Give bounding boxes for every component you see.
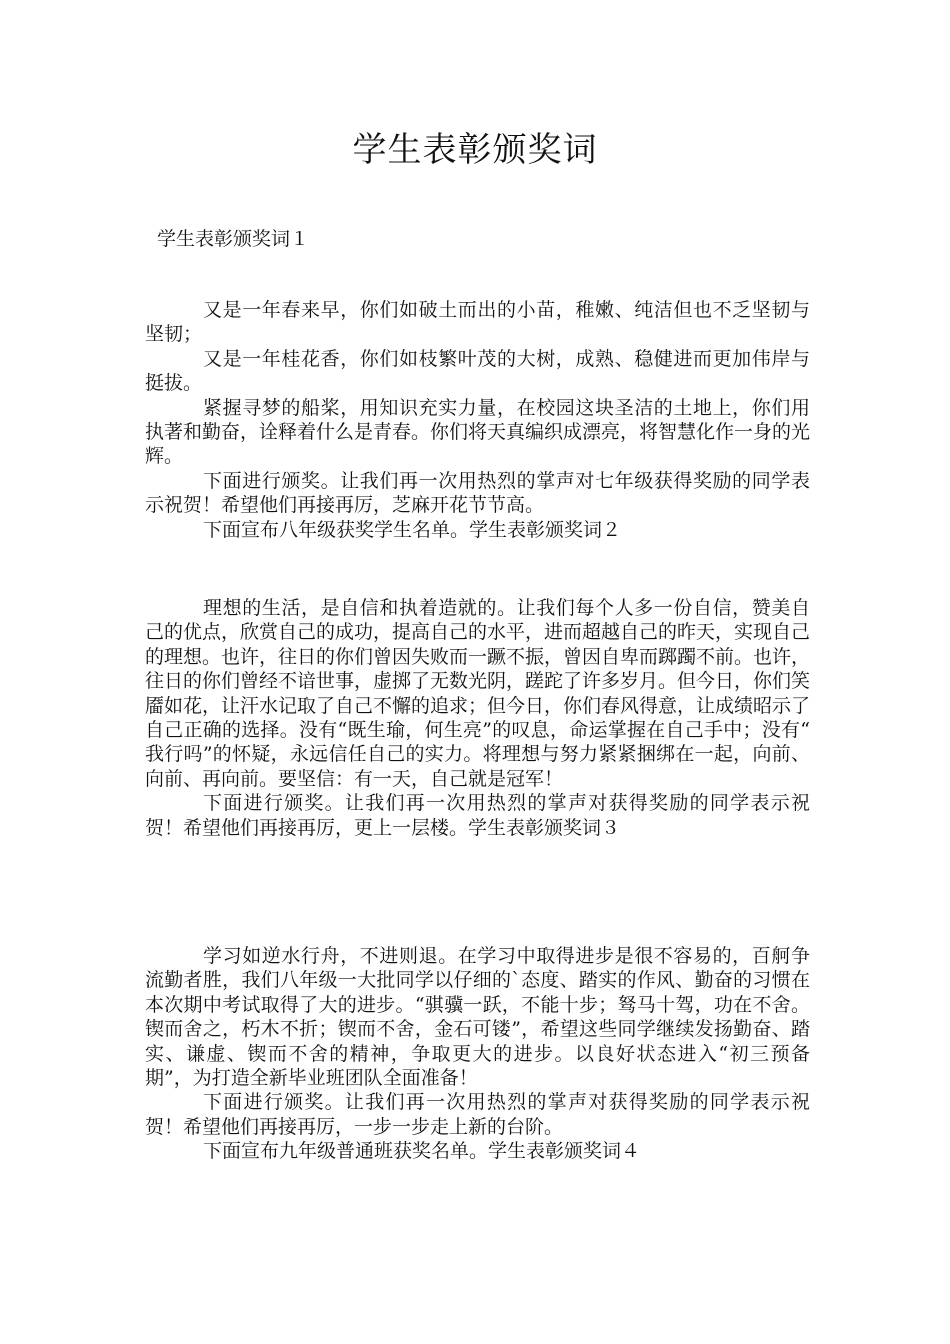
- paragraph: 下面进行颁奖。让我们再一次用热烈的掌声对获得奖励的同学表示祝贺！希望他们再接再厉，更上一层楼。学生表彰颁奖词３: [145, 792, 810, 839]
- paragraph: 下面宣布八年级获奖学生名单。学生表彰颁奖词２: [203, 518, 622, 541]
- text-block-2: [145, 596, 810, 840]
- paragraph: 下面宣布九年级普通班获奖名单。学生表彰颁奖词４: [203, 1140, 641, 1163]
- section-heading-1: 学生表彰颁奖词１: [157, 228, 310, 250]
- text-block-1: [145, 298, 810, 542]
- paragraph: 下面进行颁奖。让我们再一次用热烈的掌声对七年级获得奖励的同学表示祝贺！希望他们再接再厉，芝麻开花节节高。: [145, 469, 810, 517]
- paragraph: 下面进行颁奖。让我们再一次用热烈的掌声对获得奖励的同学表示祝贺！希望他们再接再厉，一步一步走上新的台阶。: [145, 1091, 810, 1138]
- paragraph: 理想的生活，是自信和执着造就的。让我们每个人多一份自信，赞美自己的优点，欣赏自己的成功，提高自己的水平，进而超越自己的昨天，实现自己的理想。也许，往日的你们曾因失败而一蹶不振，曾因自卑而踯躅不前。也许，往日的你们曾经不谙世事，虚掷了无数光阴，蹉跎了许多岁月。但今日，你们笑靥如花，让汗水记取了自己不懈的追求；但今日，你们春风得意，让成绩昭示了自己正确的选择。没有“既生瑜，何生亮”的叹息，命运掌握在自己手中；没有“ 我行吗”的怀疑，永远信任自己的实力。将理想与努力紧紧捆绑在一起，向前、向前、再向前。要坚信：有一天，自己就是冠军！: [145, 597, 811, 790]
- paragraph: 又是一年春来早，你们如破土而出的小苗，稚嫩、纯洁但也不乏坚韧与坚韧；: [145, 299, 810, 346]
- paragraph: 紧握寻梦的船桨，用知识充实力量，在校园这块圣洁的土地上，你们用执著和勤奋，诠释着什么是青春。你们将天真编织成漂亮，将智慧化作一身的光辉。: [145, 396, 811, 468]
- paragraph: 又是一年桂花香，你们如枝繁叶茂的大树，成熟、稳健进而更加伟岸与挺拔。: [145, 347, 810, 395]
- document-title: 学生表彰颁奖词: [352, 130, 598, 170]
- paragraph: 学习如逆水行舟，不进则退。在学习中取得进步是很不容易的，百舸争流勤者胜，我们八年级一大批同学以仔细的`态度、踏实的作风、勤奋的习惯在本次期中考试取得了大的进步。“骐骥一跃，不能十步；驽马十驾，功在不舍。锲而舍之，朽木不折；锲而不舍，金石可镂”，希望这些同学继续发扬勤奋、踏实、谦虚、锲而不舍的精神，争取更大的进步。以良好状态进入“初三预备期”，为打造全新毕业班团队全面准备！: [145, 945, 810, 1090]
- text-block-3: [145, 944, 810, 1164]
